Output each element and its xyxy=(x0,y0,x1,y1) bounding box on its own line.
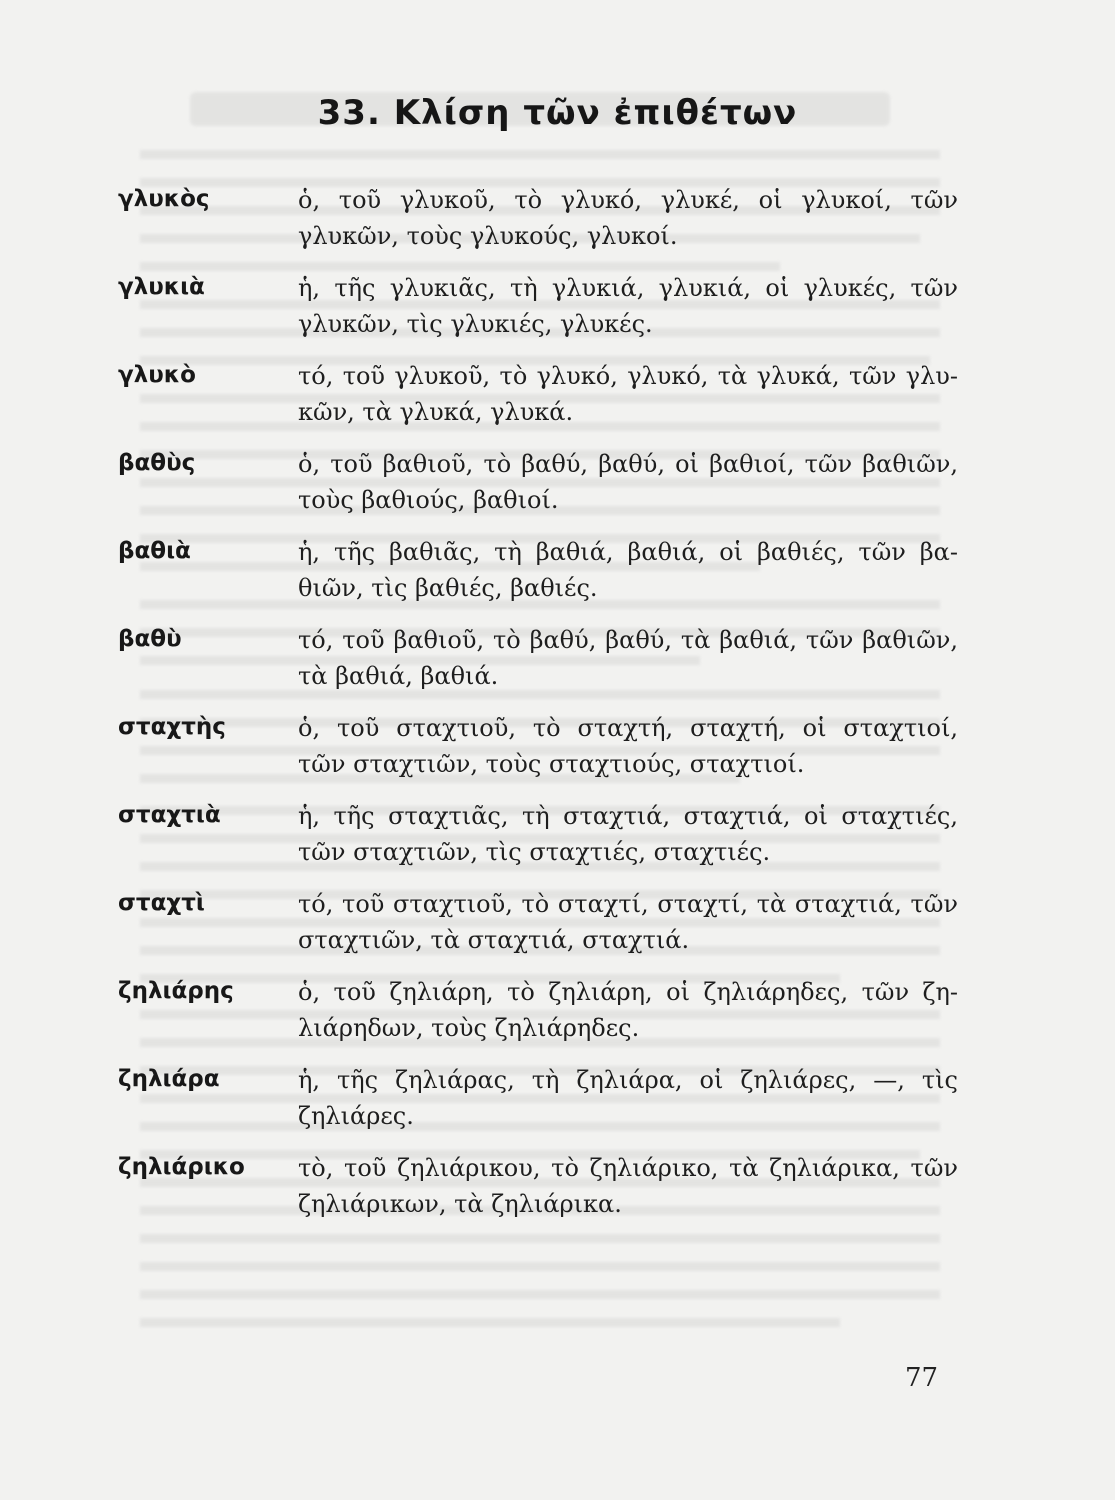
entry-vathy xyxy=(118,622,958,710)
entry-stachtis xyxy=(118,710,958,798)
declension-list xyxy=(118,182,958,1238)
entry-vathys xyxy=(118,446,958,534)
inflection-forms xyxy=(298,446,958,518)
forms-line-2: τῶν σταχτιῶν, τὶς σταχτιές, σταχτιές. xyxy=(298,838,771,866)
entry-zhliara xyxy=(118,1062,958,1150)
forms-line-1: τό, τοῦ γλυκοῦ, τὸ γλυκό, γλυκό, τὰ γλυκά, τῶν γλυ- xyxy=(298,362,958,390)
forms-line-1: ἡ, τῆς ζηλιάρας, τὴ ζηλιάρα, οἱ ζηλιάρες, —, τὶς xyxy=(298,1066,958,1094)
inflection-forms xyxy=(298,270,958,342)
inflection-forms xyxy=(298,534,958,606)
headword: σταχτιὰ xyxy=(118,802,221,828)
forms-line-1: ἡ, τῆς σταχτιᾶς, τὴ σταχτιά, σταχτιά, οἱ σταχτιές, xyxy=(298,802,958,830)
page-number: 77 xyxy=(905,1363,939,1393)
headword: ζηλιάρα xyxy=(118,1066,220,1092)
entry-glykia xyxy=(118,270,958,358)
forms-line-1: ὁ, τοῦ βαθιοῦ, τὸ βαθύ, βαθύ, οἱ βαθιοί, τῶν βαθιῶν, xyxy=(298,450,958,478)
entry-glykos xyxy=(118,182,958,270)
forms-line-1: ἡ, τῆς βαθιᾶς, τὴ βαθιά, βαθιά, οἱ βαθιές, τῶν βα- xyxy=(298,538,958,566)
forms-line-2: γλυκῶν, τοὺς γλυκούς, γλυκοί. xyxy=(298,222,678,250)
forms-line-1: ἡ, τῆς γλυκιᾶς, τὴ γλυκιά, γλυκιά, οἱ γλυκές, τῶν xyxy=(298,274,958,302)
headword: βαθιὰ xyxy=(118,538,191,564)
headword: ζηλιάρης xyxy=(118,978,234,1004)
forms-line-1: ὁ, τοῦ ζηλιάρη, τὸ ζηλιάρη, οἱ ζηλιάρηδες, τῶν ζη- xyxy=(298,978,958,1006)
inflection-forms xyxy=(298,798,958,870)
headword: γλυκὸ xyxy=(118,362,196,388)
headword: ζηλιάρικο xyxy=(118,1154,245,1180)
entry-zhliaris xyxy=(118,974,958,1062)
inflection-forms xyxy=(298,974,958,1046)
headword: γλυκὸς xyxy=(118,186,210,212)
inflection-forms xyxy=(298,1150,958,1222)
entry-stachtia xyxy=(118,798,958,886)
entry-stachti xyxy=(118,886,958,974)
inflection-forms xyxy=(298,710,958,782)
headword: σταχτὴς xyxy=(118,714,226,740)
headword: γλυκιὰ xyxy=(118,274,205,300)
forms-line-2: λιάρηδων, τοὺς ζηλιάρηδες. xyxy=(298,1014,640,1042)
headword: βαθὺ xyxy=(118,626,182,652)
forms-line-1: τὸ, τοῦ ζηλιάρικου, τὸ ζηλιάρικο, τὰ ζηλιάρικα, τῶν xyxy=(298,1154,958,1182)
forms-line-1: τό, τοῦ βαθιοῦ, τὸ βαθύ, βαθύ, τὰ βαθιά, τῶν βαθιῶν, xyxy=(298,626,958,654)
forms-line-2: τῶν σταχτιῶν, τοὺς σταχτιούς, σταχτιοί. xyxy=(298,750,805,778)
forms-line-1: ὁ, τοῦ γλυκοῦ, τὸ γλυκό, γλυκέ, οἱ γλυκοί, τῶν xyxy=(298,186,958,214)
forms-line-2: σταχτιῶν, τὰ σταχτιά, σταχτιά. xyxy=(298,926,690,954)
entry-glyko xyxy=(118,358,958,446)
forms-line-2: κῶν, τὰ γλυκά, γλυκά. xyxy=(298,398,574,426)
forms-line-2: θιῶν, τὶς βαθιές, βαθιές. xyxy=(298,574,598,602)
entry-vathia xyxy=(118,534,958,622)
forms-line-1: τό, τοῦ σταχτιοῦ, τὸ σταχτί, σταχτί, τὰ σταχτιά, τῶν xyxy=(298,890,958,918)
headword: σταχτὶ xyxy=(118,890,205,916)
forms-line-2: τὰ βαθιά, βαθιά. xyxy=(298,662,499,690)
inflection-forms xyxy=(298,622,958,694)
inflection-forms xyxy=(298,886,958,958)
forms-line-2: ζηλιάρες. xyxy=(298,1102,414,1130)
headword: βαθὺς xyxy=(118,450,196,476)
forms-line-1: ὁ, τοῦ σταχτιοῦ, τὸ σταχτή, σταχτή, οἱ σταχτιοί, xyxy=(298,714,958,742)
forms-line-2: τοὺς βαθιούς, βαθιοί. xyxy=(298,486,559,514)
forms-line-2: γλυκῶν, τὶς γλυκιές, γλυκές. xyxy=(298,310,653,338)
page-title: 33. Κλίση τῶν ἐπιθέτων xyxy=(317,93,798,133)
inflection-forms xyxy=(298,1062,958,1134)
forms-line-2: ζηλιάρικων, τὰ ζηλιάρικα. xyxy=(298,1190,622,1218)
inflection-forms xyxy=(298,182,958,254)
entry-zhliariko xyxy=(118,1150,958,1238)
inflection-forms xyxy=(298,358,958,430)
